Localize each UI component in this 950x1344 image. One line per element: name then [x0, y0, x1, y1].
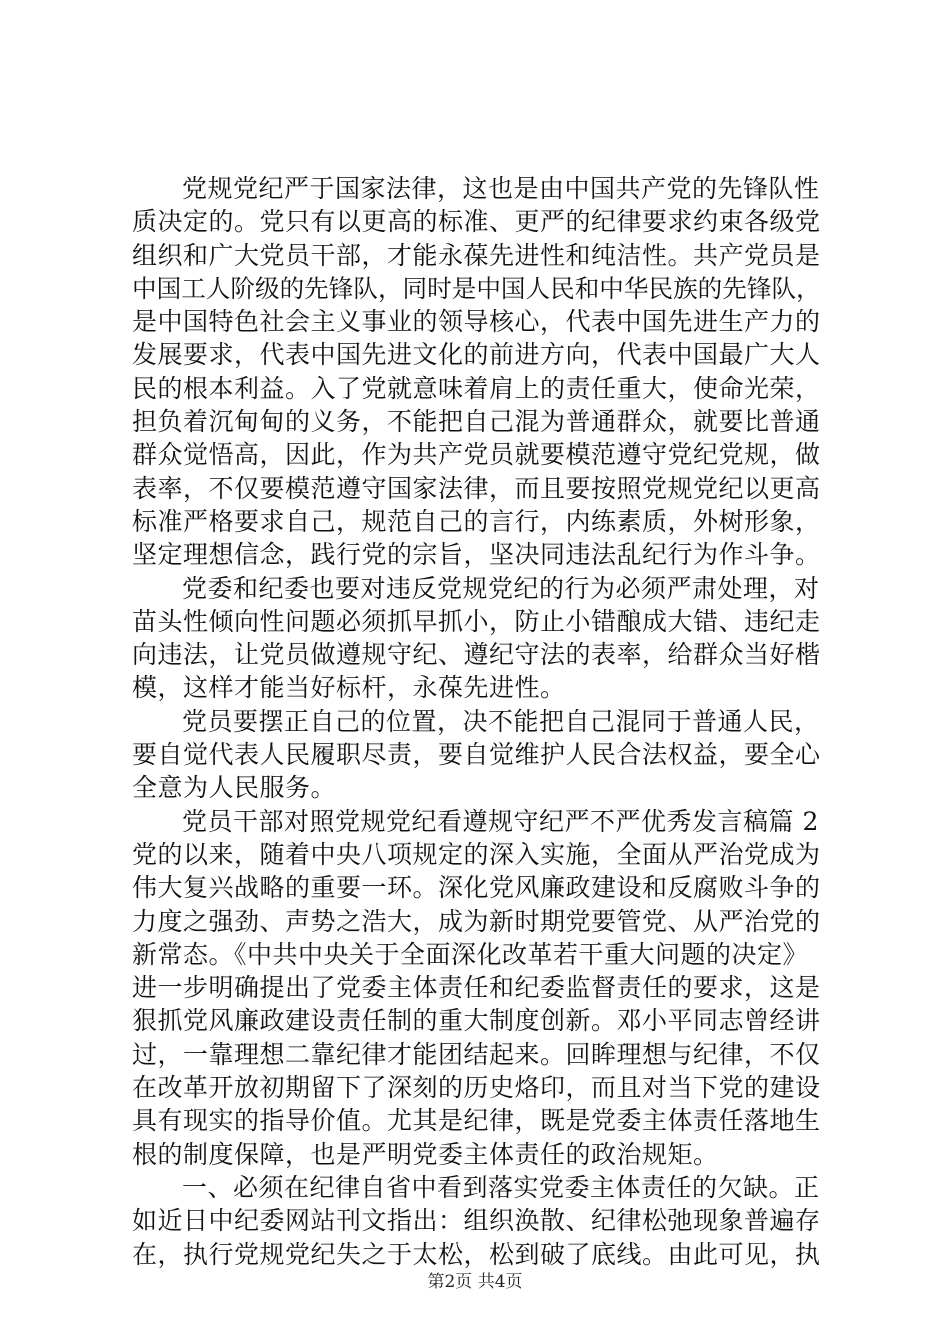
text-line: 伟大复兴战略的重要一环。深化党风廉政建设和反腐败斗争的 [132, 873, 821, 903]
text-line: 党的以来，随着中央八项规定的深入实施，全面从严治党成为 [132, 839, 821, 869]
text-line: 向违法，让党员做遵规守纪、遵纪守法的表率，给群众当好楷 [132, 640, 821, 670]
text-line: 新常态。《中共中央关于全面深化改革若干重大问题的决定》 [132, 939, 809, 969]
text-line: 模，这样才能当好标杆，永葆先进性。 [132, 673, 566, 703]
text-line: 发展要求，代表中国先进文化的前进方向，代表中国最广大人 [132, 340, 821, 370]
document-body [132, 172, 837, 1271]
text-line: 民的根本利益。入了党就意味着肩上的责任重大，使命光荣， [132, 373, 821, 403]
text-line: 过，一靠理想二靠纪律才能团结起来。回眸理想与纪律，不仅 [132, 1039, 821, 1069]
text-line: 群众觉悟高，因此，作为共产党员就要模范遵守党纪党规，做 [132, 440, 821, 470]
text-line: 表率，不仅要模范遵守国家法律，而且要按照党规党纪以更高 [132, 473, 821, 503]
text-line: 力度之强劲、声势之浩大，成为新时期党要管党、从严治党的 [132, 906, 821, 936]
text-line: 党员要摆正自己的位置，决不能把自己混同于普通人民， [182, 706, 820, 736]
text-line: 全意为人民服务。 [132, 773, 337, 803]
text-line: 狠抓党风廉政建设责任制的重大制度创新。邓小平同志曾经讲 [132, 1006, 821, 1036]
text-line: 是中国特色社会主义事业的领导核心，代表中国先进生产力的 [132, 307, 821, 337]
text-line: 要自觉代表人民履职尽责，要自觉维护人民合法权益，要全心 [132, 740, 821, 770]
text-line: 组织和广大党员干部，才能永葆先进性和纯洁性。共产党员是 [132, 240, 821, 270]
text-line: 质决定的。党只有以更高的标准、更严的纪律要求约束各级党 [132, 207, 821, 237]
text-line: 如近日中纪委网站刊文指出：组织涣散、纪律松弛现象普遍存 [132, 1206, 821, 1236]
text-line: 一、必须在纪律自省中看到落实党委主体责任的欠缺。正 [182, 1172, 820, 1202]
text-line: 具有现实的指导价值。尤其是纪律，既是党委主体责任落地生 [132, 1106, 821, 1136]
text-line: 中国工人阶级的先锋队，同时是中国人民和中华民族的先锋队， [132, 273, 821, 303]
text-line: 在改革开放初期留下了深刻的历史烙印，而且对当下党的建设 [132, 1073, 821, 1103]
text-line: 党规党纪严于国家法律，这也是由中国共产党的先锋队性 [182, 174, 820, 203]
text-line: 在，执行党规党纪失之于太松，松到破了底线。由此可见，执 [132, 1239, 821, 1269]
text-line: 担负着沉甸甸的义务，不能把自己混为普通群众，就要比普通 [132, 407, 821, 437]
text-line: 根的制度保障，也是严明党委主体责任的政治规矩。 [132, 1139, 719, 1169]
text-line: 党委和纪委也要对违反党规党纪的行为必须严肃处理，对 [182, 573, 820, 603]
text-line: 标准严格要求自己，规范自己的言行，内练素质，外树形象， [132, 506, 821, 536]
text-line: 苗头性倾向性问题必须抓早抓小，防止小错酿成大错、违纪走 [132, 606, 821, 636]
text-line: 党员干部对照党规党纪看遵规守纪严不严优秀发言稿篇 2 [182, 806, 819, 836]
page-footer: 第2页 共4页 [427, 1272, 523, 1292]
text-line: 坚定理想信念，践行党的宗旨，坚决同违法乱纪行为作斗争。 [132, 540, 821, 570]
text-line: 进一步明确提出了党委主体责任和纪委监督责任的要求，这是 [132, 973, 821, 1003]
